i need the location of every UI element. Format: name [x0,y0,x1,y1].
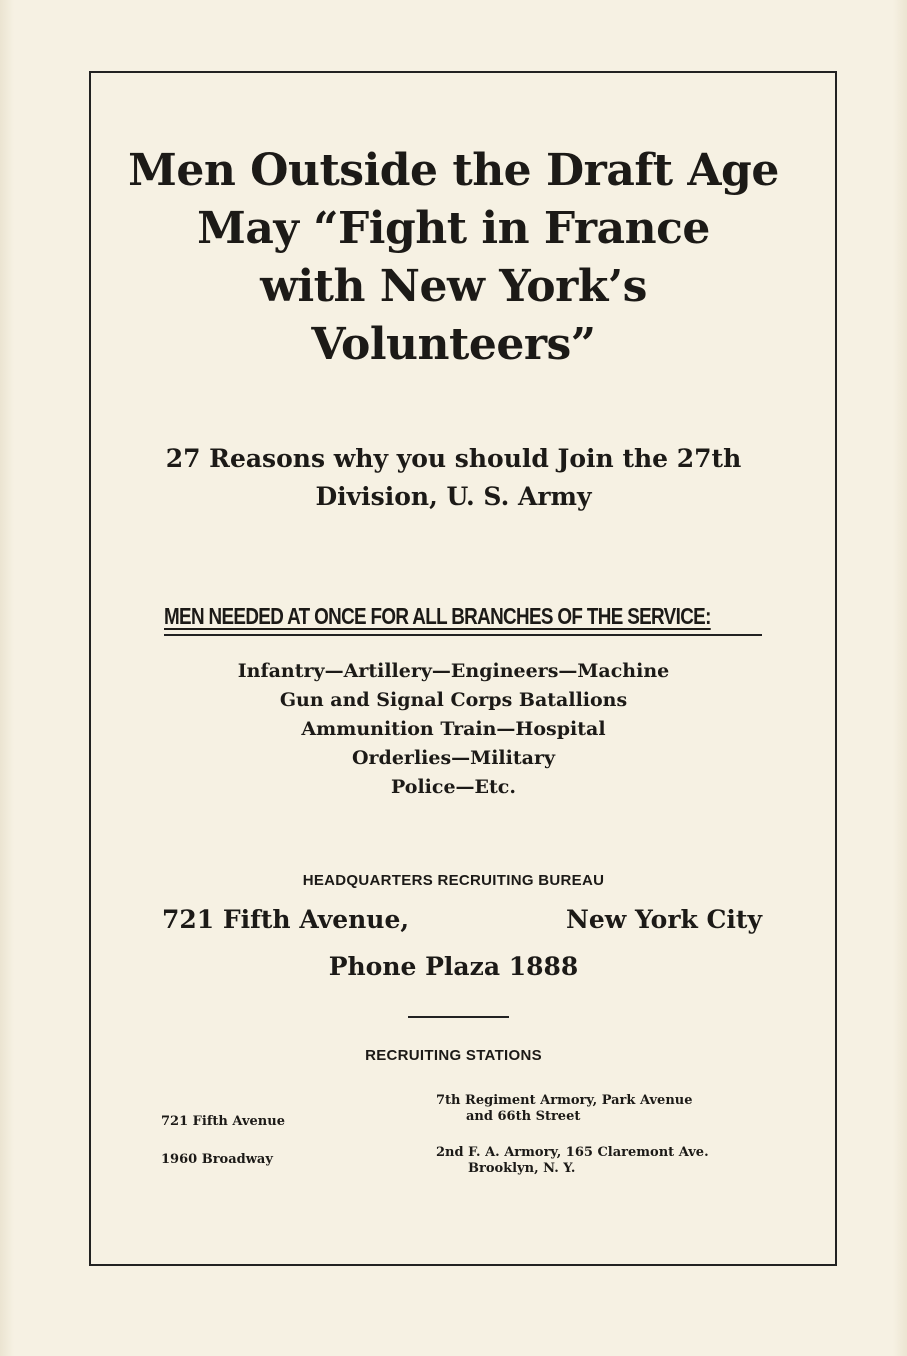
headline-line-4: Volunteers” [311,319,596,370]
station-7th-regiment-line-1: 7th Regiment Armory, Park Avenue [436,1093,693,1108]
headquarters-city: New York City [566,905,762,934]
headquarters-title: HEADQUARTERS RECRUITING BUREAU [302,872,605,889]
headline-line-3: with New York’s [260,261,647,312]
recruiting-stations-title: RECRUITING STATIONS [365,1047,542,1064]
headline [0,142,907,374]
station-broadway: 1960 Broadway [161,1152,273,1167]
station-2nd-fa-armory [436,1145,709,1177]
subheadline-line-2: Division, U. S. Army [315,482,592,511]
station-fifth-avenue: 721 Fifth Avenue [161,1114,285,1129]
branch-line-3: Ammunition Train—Hospital [301,718,606,740]
branch-line-2: Gun and Signal Corps Batallions [279,689,628,711]
men-needed-heading: MEN NEEDED AT ONCE FOR ALL BRANCHES OF THE SERVICE: [164,603,711,629]
service-branches-list [0,657,907,802]
subheadline [0,440,907,516]
headline-line-1: Men Outside the Draft Age [128,145,779,196]
branch-line-1: Infantry—Artillery—Engineers—Machine [237,660,670,682]
section-divider [408,1016,509,1018]
station-2nd-fa-line-2: Brooklyn, N. Y. [468,1161,576,1176]
headquarters-phone: Phone Plaza 1888 [328,952,579,981]
heading-rule [164,634,762,636]
station-7th-regiment-armory [436,1093,693,1125]
station-7th-regiment-line-2: and 66th Street [466,1109,581,1124]
subheadline-line-1: 27 Reasons why you should Join the 27th [165,444,742,473]
headline-line-2: May “Fight in France [197,203,710,254]
branch-line-4: Orderlies—Military [352,747,555,769]
branch-line-5: Police—Etc. [391,776,516,798]
headquarters-address: 721 Fifth Avenue, [162,905,410,934]
station-2nd-fa-line-1: 2nd F. A. Armory, 165 Claremont Ave. [436,1145,709,1160]
